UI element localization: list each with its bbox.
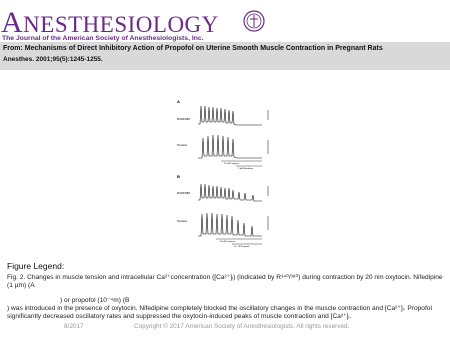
- journal-tagline: The Journal of the American Society of Anesthesiologists, Inc.: [2, 35, 204, 42]
- download-date: 8/2017: [64, 323, 84, 330]
- panel-a-row-ratio: R340/380: [177, 117, 191, 121]
- panel-a-nifedipine-label: 1 µM Nifedipine: [238, 168, 254, 170]
- panel-b-ratio-trace: [198, 184, 262, 201]
- panel-b-row-tension: Tension: [177, 219, 188, 223]
- panel-a-ratio-trace: [198, 106, 262, 125]
- society-seal-icon: [243, 10, 265, 32]
- legend-text-part-1: Fig. 2. Changes in muscle tension and intracellular Ca²⁺concentration ([Ca²⁺]ᵢ) (indicated by R³⁴⁰/³⁸⁰) during contraction by 20 nm oxytocin. Nifedipine (1 µm) (A: [7, 274, 443, 290]
- copyright-notice: Copyright © 2017 American Society of Anesthesiologists. All rights reserved.: [134, 323, 350, 330]
- panel-a: [177, 99, 262, 170]
- journal-name: ANESTHESIOLOGY: [1, 6, 219, 39]
- panel-a-row-tension: Tension: [177, 143, 188, 147]
- article-title: From: Mechanisms of Direct Inhibitory Action of Propofol on Uterine Smooth Muscle Contraction in Pregnant Rats: [3, 45, 383, 52]
- panel-a-label: A: [177, 99, 180, 104]
- panel-b-label: B: [177, 174, 180, 179]
- legend-text-part-2: ) or propofol (10⁻⁴m) (B: [60, 297, 130, 304]
- journal-logo: [0, 4, 450, 40]
- panel-b-tension-trace: [198, 213, 262, 236]
- panel-b-row-ratio: R340/380: [177, 191, 191, 195]
- legend-heading: Figure Legend:: [7, 261, 65, 271]
- panel-b: [177, 174, 262, 248]
- panel-a-tension-trace: [198, 135, 262, 158]
- panel-b-propofol-label: 10⁻⁴M Propofol: [234, 246, 250, 248]
- panel-b-oxytocin-label: 20 nM Oxytocin: [220, 241, 236, 243]
- panel-a-oxytocin-label: 20 nM Oxytocin: [224, 163, 240, 165]
- legend-text-part-3: ) was introduced in the presence of oxytocin. Nifedipine completely blocked the oscillatory changes in the muscle contraction and [Ca²⁺]ᵢ. Propofol significantly decreased oscillatory rates and suppressed the oxytocin-induced peaks of muscle contraction and [Ca²⁺]ᵢ.: [7, 305, 432, 321]
- article-citation: Anesthes. 2001;95(5):1245-1255.: [3, 56, 103, 63]
- figure-image: [176, 98, 276, 250]
